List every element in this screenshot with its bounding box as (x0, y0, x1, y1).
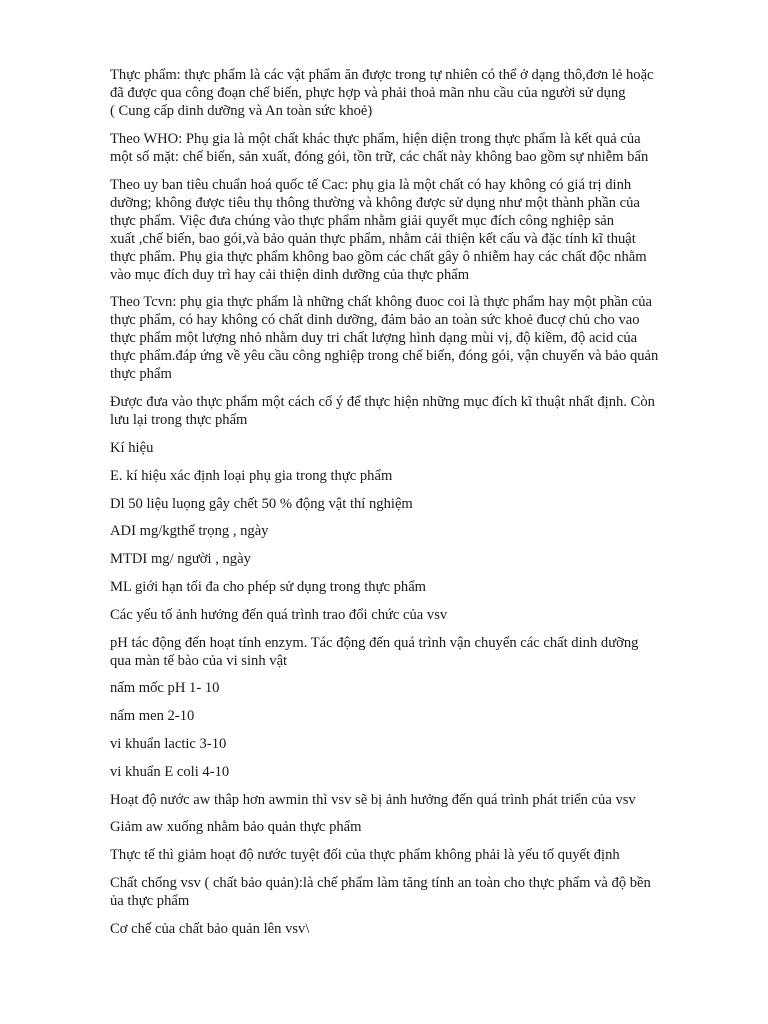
paragraph (110, 578, 700, 596)
text-line: qua màn tế bào của vi sinh vật (110, 652, 288, 669)
text-line: Các yếu tố ảnh hưởng đến quá trình trao đổi chức của vsv (110, 606, 448, 623)
paragraph (110, 735, 700, 753)
text-line: vi khuẩn lactic 3-10 (110, 735, 227, 752)
paragraph (110, 176, 700, 284)
text-line: Theo WHO: Phụ gia là một chất khác thực phẩm, hiện diện trong thực phẩm là kết quả của (110, 130, 641, 147)
text-line: Thực phẩm: thực phẩm là các vật phẩm ăn được trong tự nhiên có thể ở dạng thô,đơn lẻ hoặc (110, 67, 654, 83)
text-line: ủa thực phẩm (110, 892, 190, 909)
text-line: thực phẩm (110, 366, 172, 383)
text-line: Thực tế thì giảm hoạt độ nước tuyệt đối của thực phẩm không phải là yếu tố quyết định (110, 847, 620, 864)
paragraph (110, 467, 700, 485)
paragraph (110, 439, 700, 457)
paragraph (110, 846, 700, 864)
text-line: Hoạt độ nước aw thâp hơn awmin thì vsv sẽ bị ảnh hưởng đến quá trình phát triển của vsv (110, 791, 636, 808)
paragraph (110, 130, 700, 166)
text-line: nấm mốc pH 1- 10 (110, 680, 220, 697)
paragraph (110, 293, 700, 383)
text-line: ML giới hạn tối đa cho phép sử dụng trong thực phẩm (110, 578, 427, 595)
text-line: đã được qua công đoạn chế biến, phực hợp và phải thoả mãn nhu cầu của người sử dụng (110, 85, 626, 101)
text-line: thực phẩm. Phụ gia thực phẩm không bao gồm các chất gây ô nhiễm hay các chất độc nhằm (110, 248, 647, 265)
text-line: nấm men 2-10 (110, 708, 195, 725)
text-line: Cơ chế của chất bảo quản lên vsv\ (110, 920, 310, 937)
text-line: vào mục đích duy trì hay cải thiện dinh dưỡng của thực phẩm (110, 266, 470, 283)
text-line: Được đưa vào thực phẩm một cách cố ý để thực hiện những mục đích kĩ thuật nhất định. Còn (110, 394, 655, 411)
text-line: Theo uy ban tiêu chuẩn hoá quốc tế Cac: phụ gia là một chất có hay không có giá trị dinh (110, 176, 632, 193)
text-line: vi khuẩn E coli 4-10 (110, 763, 230, 780)
text-line: thực phẩm, có hay không có chất dinh dưỡng, đảm bảo an toàn sức khoẻ đucợ chủ cho vao (110, 312, 640, 329)
paragraph (110, 634, 700, 670)
text-line: E. kí hiệu xác định loại phụ gia trong thực phẩm (110, 467, 393, 484)
text-line: xuất ,chế biến, bao gói,và bảo quản thực phẩm, nhằm cải thiện kết cấu và đặc tính kĩ thuật (110, 230, 636, 247)
text-line: một số mặt: chế biến, sản xuất, đóng gói, tồn trữ, các chất này không bao gồm sự nhiễm bẩn (110, 148, 649, 165)
text-line: thực phẩm.đáp ứng về yêu cầu công nghiệp trong chế biến, đóng gói, vận chuyển và bảo quản (110, 348, 659, 365)
paragraph (110, 874, 700, 910)
text-line: ( Cung cấp dinh dưỡng và An toàn sức khoẻ) (110, 103, 373, 119)
document-page (110, 66, 700, 948)
paragraph (110, 791, 700, 809)
text-line: dưỡng; không được tiêu thụ thông thường và không được sử dụng như một thành phần của (110, 194, 640, 211)
text-line: pH tác động đến hoạt tính enzym. Tác động đến quá trình vận chuyển các chất dinh dưỡng (110, 634, 639, 651)
paragraph (110, 763, 700, 781)
text-line: ADI mg/kgthể trọng , ngày (110, 523, 269, 540)
text-line: Giảm aw xuống nhằm bảo quản thực phẩm (110, 819, 362, 836)
paragraph (110, 920, 700, 938)
text-line: thực phẩm. Việc đưa chúng vào thực phẩm nhằm giải quyết mục đích công nghiệp sản (110, 212, 615, 229)
paragraph (110, 679, 700, 697)
paragraph (110, 393, 700, 429)
text-line: Theo Tcvn: phụ gia thực phẩm là những chất không đuoc coi là thực phẩm hay một phần của (110, 294, 652, 311)
paragraph (110, 66, 700, 120)
text-line: lưu lại trong thực phẩm (110, 412, 248, 429)
text-line: MTDI mg/ người , ngày (110, 551, 251, 568)
paragraph (110, 818, 700, 836)
text-line: Chất chống vsv ( chất bảo quản):là chế phẩm làm tăng tính an toàn cho thực phẩm và độ bền (110, 874, 651, 891)
text-line: Dl 50 liệu luọng gây chết 50 % động vật thí nghiệm (110, 495, 413, 512)
paragraph (110, 522, 700, 540)
paragraph (110, 550, 700, 568)
text-line: thực phẩm một lượng nhỏ nhằm duy tri chất lượng hình dạng mùi vị, độ kiềm, độ acid của (110, 330, 638, 347)
text-line: Kí hiệu (110, 439, 154, 456)
paragraph (110, 606, 700, 624)
paragraph (110, 495, 700, 513)
paragraph (110, 707, 700, 725)
